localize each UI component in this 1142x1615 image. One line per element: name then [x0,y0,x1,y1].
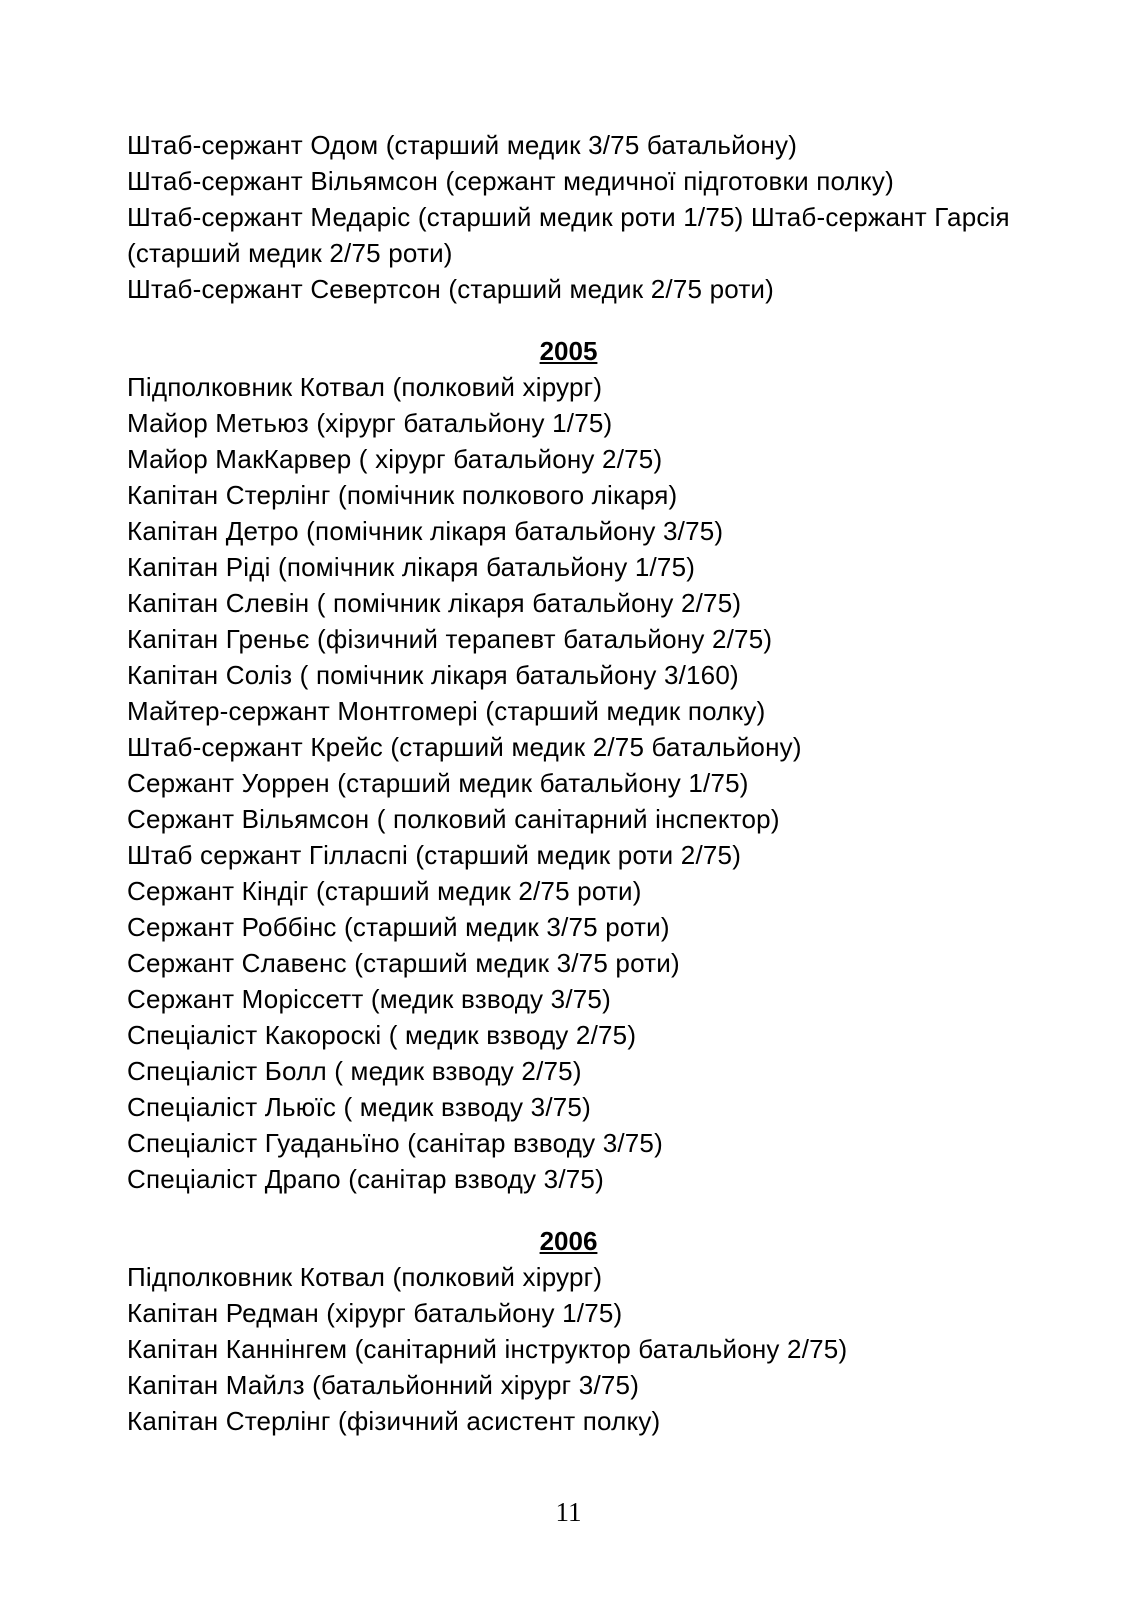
personnel-entry: Капітан Детро (помічник лікаря батальйону 3/75) [127,516,724,546]
personnel-entry: Сержант Роббінс (старший медик 3/75 роти) [127,912,670,942]
personnel-entry: Майор МакКарвер ( хірург батальйону 2/75) [127,444,663,474]
personnel-entry: Капітан Майлз (батальйонний хірург 3/75) [127,1370,640,1400]
personnel-entry: Штаб-сержант Вільямсон (сержант медичної підготовки полку) [127,166,894,196]
year-heading: 2006 [539,1226,598,1256]
personnel-entry: Капітан Слевін ( помічник лікаря батальйону 2/75) [127,588,742,618]
personnel-entry: Штаб-сержант Медаріс (старший медик роти 1/75) Штаб-сержант Гарсія (старший медик 2/75 роти) [127,202,1010,268]
personnel-entry: Майор Метьюз (хірург батальйону 1/75) [127,408,613,438]
document-body [127,127,1010,1439]
personnel-entry: Штаб-сержант Одом (старший медик 3/75 батальйону) [127,130,798,160]
personnel-entry: Капітан Ріді (помічник лікаря батальйону 1/75) [127,552,696,582]
personnel-entry: Штаб-сержант Севертсон (старший медик 2/75 роти) [127,274,775,304]
personnel-entry: Капітан Редман (хірург батальйону 1/75) [127,1298,623,1328]
personnel-entry: Сержант Кіндіг (старший медик 2/75 роти) [127,876,642,906]
personnel-entry: Спеціаліст Гуаданьїно (санітар взводу 3/75) [127,1128,663,1158]
personnel-entry: Спеціаліст Болл ( медик взводу 2/75) [127,1056,582,1086]
personnel-entry: Капітан Соліз ( помічник лікаря батальйону 3/160) [127,660,739,690]
personnel-entry: Майтер-сержант Монтгомері (старший медик полку) [127,696,766,726]
personnel-entry: Спеціаліст Льюїс ( медик взводу 3/75) [127,1092,591,1122]
personnel-entry: Капітан Стерлінг (помічник полкового лікаря) [127,480,678,510]
personnel-entry: Капітан Каннінгем (санітарний інструктор батальйону 2/75) [127,1334,848,1364]
personnel-entry: Сержант Вільямсон ( полковий санітарний інспектор) [127,804,780,834]
personnel-entry: Капітан Греньє (фізичний терапевт батальйону 2/75) [127,624,773,654]
personnel-entry: Сержант Славенс (старший медик 3/75 роти) [127,948,680,978]
personnel-entry: Спеціаліст Какороскі ( медик взводу 2/75) [127,1020,637,1050]
personnel-entry: Підполковник Котвал (полковий хірург) [127,1262,603,1292]
personnel-entry: Штаб сержант Гілласпі (старший медик роти 2/75) [127,840,742,870]
personnel-entry: Сержант Моріссетт (медик взводу 3/75) [127,984,611,1014]
personnel-entry: Спеціаліст Драпо (санітар взводу 3/75) [127,1164,604,1194]
page-number: 11 [555,1497,582,1527]
personnel-entry: Сержант Уоррен (старший медик батальйону 1/75) [127,768,749,798]
personnel-entry: Штаб-сержант Крейс (старший медик 2/75 батальйону) [127,732,802,762]
personnel-entry: Підполковник Котвал (полковий хірург) [127,372,603,402]
year-heading: 2005 [539,336,598,366]
personnel-entry: Капітан Стерлінг (фізичний асистент полку) [127,1406,661,1436]
